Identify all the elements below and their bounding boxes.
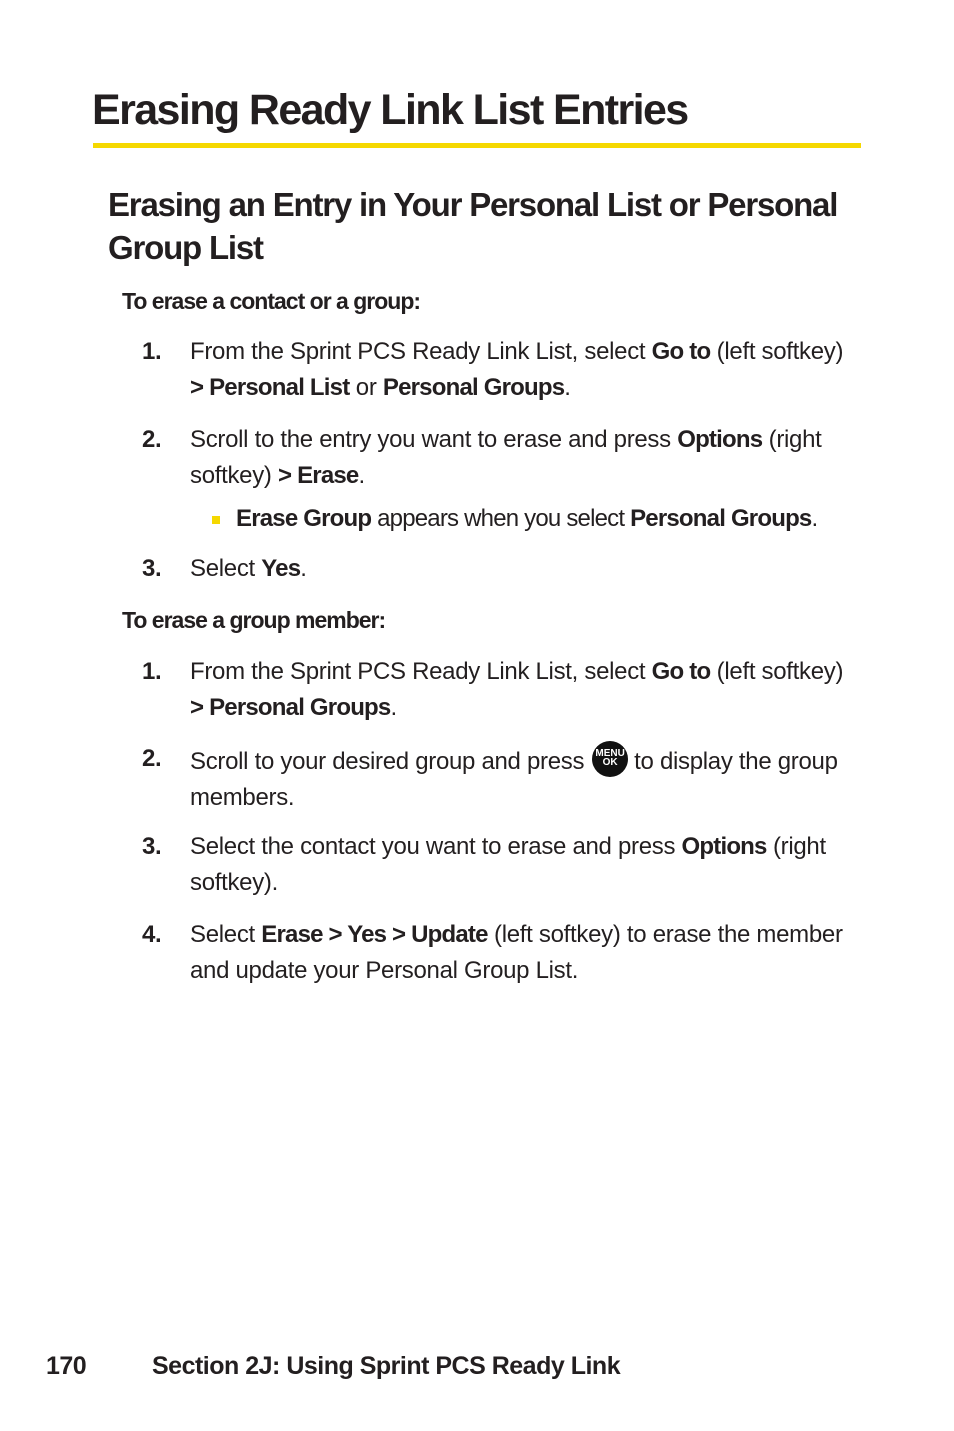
page-footer [46, 1349, 621, 1383]
step-item [142, 829, 862, 901]
step-text: Scroll to the entry you want to erase and press Options (right softkey) > Erase. [190, 426, 822, 489]
step-text: Select Erase > Yes > Update (left softkey) to erase the member and update your Personal Group List. [190, 921, 843, 984]
menu-path-erase-yes-update: Erase > Yes > Update [261, 921, 488, 948]
menu-path-go-to: Go to [651, 658, 711, 685]
menu-path-personal-groups: Personal Groups [382, 374, 565, 401]
step-text: From the Sprint PCS Ready Link List, select Go to (left softkey) > Personal List or Personal Groups. [190, 338, 844, 401]
step-item [142, 334, 862, 406]
menu-path-options: Options [677, 426, 763, 453]
page-number: 170 [46, 1352, 87, 1380]
menu-path-personal-groups: Personal Groups [630, 505, 812, 532]
menu-path-yes: Yes [261, 555, 301, 582]
step-item [142, 741, 862, 816]
procedure-subhead-erase-member: To erase a group member: [122, 607, 386, 633]
step-item [142, 422, 862, 494]
step-number: 1. [142, 658, 162, 685]
menu-path-erase: > Erase [278, 462, 359, 489]
menu-path-go-to: Go to [651, 338, 711, 365]
step-text: Select Yes. [190, 555, 307, 582]
page-title: Erasing Ready Link List Entries [92, 86, 688, 134]
step-number: 3. [142, 833, 162, 860]
step-number: 3. [142, 555, 162, 582]
step-number: 2. [142, 426, 162, 453]
step-item [142, 654, 862, 726]
section-heading: Erasing an Entry in Your Personal List or Personal Group List [108, 186, 838, 266]
step-text: Scroll to your desired group and press MENU OK to display the group members. [190, 741, 862, 816]
step-number: 2. [142, 745, 162, 772]
step-number: 1. [142, 338, 162, 365]
step-text: From the Sprint PCS Ready Link List, select Go to (left softkey) > Personal Groups. [190, 658, 844, 721]
procedure-subhead-erase-contact: To erase a contact or a group: [122, 288, 421, 314]
title-underline-rule [93, 143, 861, 148]
menu-path-personal-list: > Personal List [190, 374, 350, 401]
step-number: 4. [142, 921, 162, 948]
bullet-square-icon [212, 516, 220, 524]
footer-section-title: Section 2J: Using Sprint PCS Ready Link [152, 1352, 621, 1380]
note-bullet [212, 503, 872, 535]
menu-path-erase-group: Erase Group [236, 505, 372, 532]
menu-ok-key-icon: MENU OK [592, 741, 628, 777]
menu-path-options: Options [681, 833, 767, 860]
step-item [142, 551, 862, 587]
step-item [142, 917, 862, 989]
menu-path-personal-groups: > Personal Groups [190, 694, 391, 721]
bullet-text: Erase Group appears when you select Personal Groups. [236, 505, 818, 532]
step-text: Select the contact you want to erase and press Options (right softkey). [190, 833, 826, 896]
